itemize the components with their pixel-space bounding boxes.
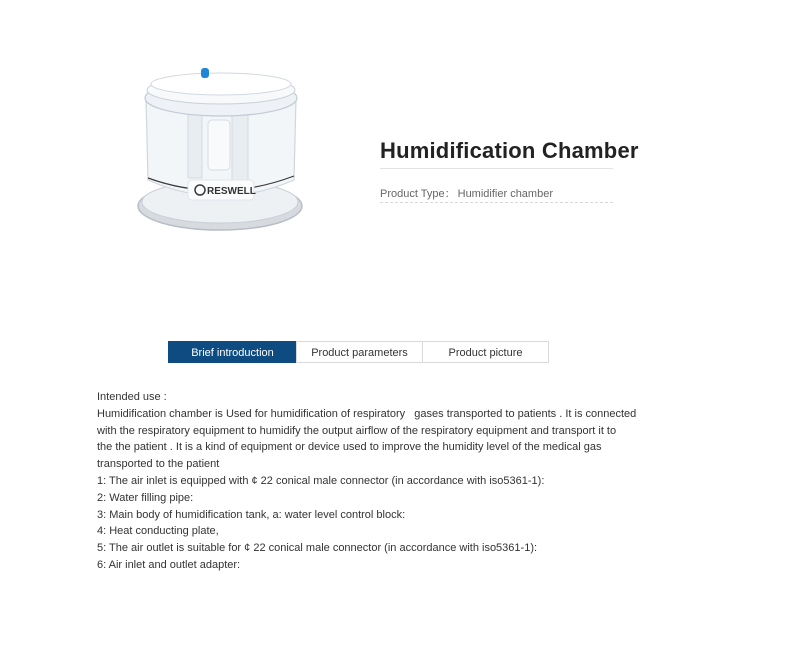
- content-line: Intended use :: [97, 391, 167, 403]
- tab-product-picture[interactable]: Product picture: [422, 341, 549, 363]
- content-line: 2: Water filling pipe:: [97, 491, 194, 504]
- product-image: [128, 60, 318, 250]
- product-type-value: Humidifier chamber: [457, 188, 553, 200]
- title-divider: [380, 168, 613, 169]
- tab-product-parameters[interactable]: Product parameters: [296, 341, 423, 363]
- humidification-chamber-illustration: [128, 60, 318, 250]
- brand-logo-text: RESWELL: [207, 186, 256, 197]
- content-line: Humidification chamber is Used for humidification of respiratory gases transported to patients . It is connected: [97, 407, 637, 420]
- content-line: with the respiratory equipment to humidify the output airflow of the respiratory equipment and transport it to: [97, 424, 617, 437]
- product-title: Humidification Chamber: [380, 138, 639, 163]
- content-line: transported to the patient: [97, 458, 220, 471]
- content-line: 4: Heat conducting plate,: [97, 525, 219, 538]
- content-line: 6: Air inlet and outlet adapter:: [97, 558, 241, 571]
- tab-brief-introduction[interactable]: Brief introduction: [168, 341, 297, 363]
- product-type-label: Product Type：: [380, 188, 456, 200]
- brief-introduction-content: [97, 389, 637, 574]
- type-divider: [380, 202, 613, 203]
- content-line: 1: The air inlet is equipped with ¢ 22 conical male connector (in accordance with iso5361-1):: [97, 474, 545, 487]
- product-tabs: [168, 341, 549, 363]
- product-type-row: [380, 185, 553, 201]
- content-line: 5: The air outlet is suitable for ¢ 22 conical male connector (in accordance with iso5361-1):: [97, 542, 538, 555]
- content-line: the the patient . It is a kind of equipment or device used to improve the humidity level of the medical gas: [97, 441, 602, 454]
- content-line: 3: Main body of humidification tank, a: water level control block:: [97, 508, 406, 521]
